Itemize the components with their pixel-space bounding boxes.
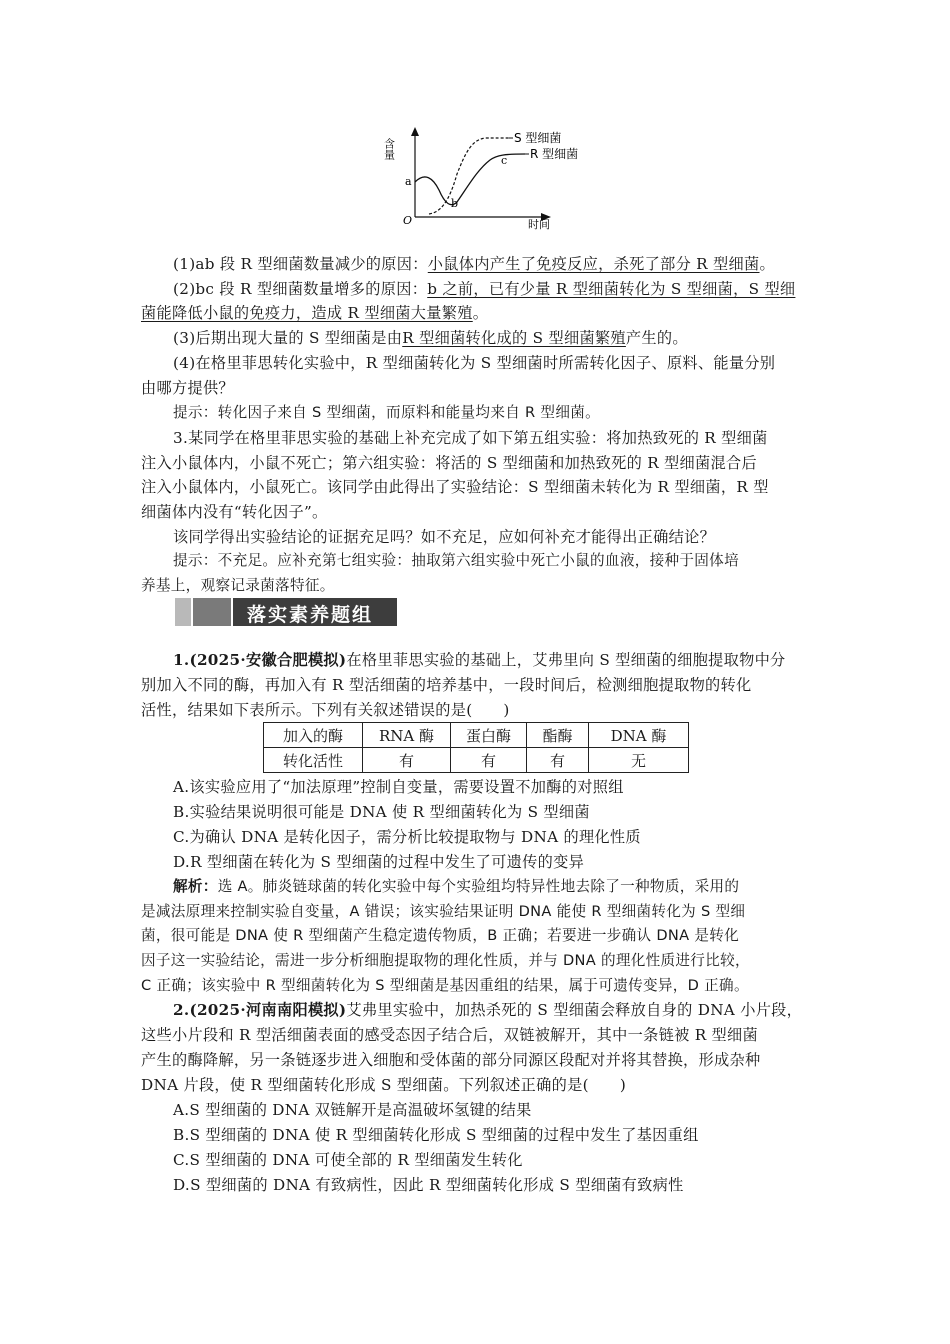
s-bacteria-curve (429, 138, 509, 214)
p1-text-1: 在格里菲思实验的基础上，艾弗里向 S 型细菌的细胞提取物中分 (346, 651, 786, 669)
q3-line-5: 该同学得出实验结论的证据充足吗？如不充足，应如何补充才能得出正确结论？ (173, 528, 716, 546)
p1-explanation-5: C 正确；该实验中 R 型细菌转化为 S 型细菌是基因重组的结果，属于可遗传变异，D 正确。 (141, 977, 749, 994)
p2-option-b: B.S 型细菌的 DNA 使 R 型细菌转化形成 S 型细菌的过程中发生了基因重组 (173, 1126, 699, 1144)
p1-option-a: A.该实验应用了“加法原理”控制自变量，需要设置不加酶的对照组 (173, 778, 624, 796)
q-late-answer: R 型细菌转化成的 S 型细菌繁殖 (402, 329, 626, 347)
table-row-enzyme (264, 723, 689, 748)
table-cell: 有 (363, 748, 451, 773)
q-bc-prefix: (2)bc 段 R 型细菌数量增多的原因： (173, 280, 428, 298)
y-axis-arrow (411, 127, 419, 136)
y-axis-label: 含量 (382, 138, 396, 160)
r-legend: R 型细菌 (530, 147, 579, 161)
p2-line-3: 产生的酶降解，另一条链逐步进入细胞和受体菌的部分同源区段配对并将其替换，形成杂种 (141, 1051, 761, 1069)
p1-explanation-label: 解析： (173, 878, 218, 895)
q-bc-suffix: 。 (472, 304, 489, 322)
point-a-label: a (405, 175, 412, 188)
banner-block-mid (193, 598, 231, 626)
q-bc-line-1 (173, 277, 813, 301)
q-ab-suffix: 。 (759, 255, 776, 273)
origin-label: O (403, 214, 413, 227)
q3-line-1: 3.某同学在格里菲思实验的基础上补充完成了如下第五组实验：将加热致死的 R 型细菌 (173, 429, 768, 447)
q-late-prefix: (3)后期出现大量的 S 型细菌是由 (173, 329, 403, 347)
table-cell: 转化活性 (264, 748, 363, 773)
x-axis-label: 时间 (528, 218, 550, 231)
p1-option-d: D.R 型细菌在转化为 S 型细菌的过程中发生了可遗传的变异 (173, 853, 585, 871)
table-cell: 无 (589, 748, 689, 773)
p1-source: 1.(2025·安徽合肥模拟) (173, 651, 347, 669)
p1-line-3: 活性，结果如下表所示。下列有关叙述错误的是( ) (141, 701, 510, 719)
section-banner (175, 598, 397, 626)
table-cell: 加入的酶 (264, 723, 363, 748)
r-bacteria-curve (415, 154, 525, 205)
q-bc-answer-1: b 之前，已有少量 R 型细菌转化为 S 型细菌，S 型细 (427, 280, 796, 298)
q3-line-2: 注入小鼠体内，小鼠不死亡；第六组实验：将活的 S 型细菌和加热致死的 R 型细菌混合后 (141, 454, 757, 472)
section-title: 落实素养题组 (247, 604, 374, 626)
bacteria-growth-figure (382, 124, 595, 231)
table-row-activity (264, 748, 689, 773)
banner-block-light (175, 598, 191, 626)
q4-hint: 提示：转化因子来自 S 型细菌，而原料和能量均来自 R 型细菌。 (173, 404, 600, 421)
p2-option-d: D.S 型细菌的 DNA 有致病性，因此 R 型细菌转化形成 S 型细菌有致病性 (173, 1176, 684, 1194)
point-b-label: b (451, 197, 459, 210)
table-cell: DNA 酶 (589, 723, 689, 748)
q-bc-answer-2: 菌能降低小鼠的免疫力，造成 R 型细菌大量繁殖 (141, 304, 473, 322)
table-cell: 蛋白酶 (451, 723, 527, 748)
p2-text-1: 艾弗里实验中，加热杀死的 S 型细菌会释放自身的 DNA 小片段， (346, 1001, 803, 1019)
q-late-line (173, 326, 813, 350)
p1-line-2: 别加入不同的酶，再加入有 R 型活细菌的培养基中，一段时间后，检测细胞提取物的转化 (141, 676, 752, 694)
p1-explanation-3: 菌，很可能是 DNA 使 R 型细菌产生稳定遗传物质，B 正确；若要进一步确认 DNA 是转化 (141, 927, 740, 944)
p2-line-1 (173, 998, 813, 1022)
p1-explanation-text-1: 选 A。肺炎链球菌的转化实验中每个实验组均特异性地去除了一种物质，采用的 (217, 878, 740, 895)
p1-option-b: B.实验结果说明很可能是 DNA 使 R 型细菌转化为 S 型细菌 (173, 803, 590, 821)
table-cell: RNA 酶 (363, 723, 451, 748)
q-ab-line (173, 252, 813, 276)
table-cell: 有 (451, 748, 527, 773)
q-ab-prefix: (1)ab 段 R 型细菌数量减少的原因： (173, 255, 428, 273)
q-ab-answer: 小鼠体内产生了免疫反应，杀死了部分 R 型细菌 (427, 255, 760, 273)
p2-line-4: DNA 片段，使 R 型细菌转化形成 S 型细菌。下列叙述正确的是( ) (141, 1076, 627, 1094)
q3-line-4: 细菌体内没有“转化因子”。 (141, 503, 328, 521)
s-legend: S 型细菌 (514, 131, 562, 145)
q4-line-2: 由哪方提供？ (141, 379, 234, 397)
q3-hint-2: 养基上，观察记录菌落特征。 (141, 577, 335, 594)
q-bc-line-2 (141, 301, 813, 325)
p1-explanation-1 (173, 875, 813, 899)
q-late-suffix: 产生的。 (625, 329, 688, 347)
p2-option-a: A.S 型细菌的 DNA 双链解开是高温破坏氢键的结果 (173, 1101, 532, 1119)
p2-source: 2.(2025·河南南阳模拟) (173, 1001, 347, 1019)
q4-line-1: (4)在格里菲思转化实验中，R 型细菌转化为 S 型细菌时所需转化因子、原料、能量分别 (173, 354, 776, 372)
p1-option-c: C.为确认 DNA 是转化因子，需分析比较提取物与 DNA 的理化性质 (173, 828, 641, 846)
enzyme-table (263, 722, 689, 773)
p1-line-1 (173, 648, 813, 672)
p2-line-2: 这些小片段和 R 型活细菌表面的感受态因子结合后，双链被解开，其中一条链被 R 型细菌 (141, 1026, 759, 1044)
table-cell: 酯酶 (527, 723, 589, 748)
table-cell: 有 (527, 748, 589, 773)
point-c-label: c (501, 154, 508, 167)
p1-explanation-4: 因子这一实验结论，需进一步分析细胞提取物的理化性质，并与 DNA 的理化性质进行比较， (141, 952, 750, 969)
q3-hint-1: 提示：不充足。应补充第七组实验：抽取第六组实验中死亡小鼠的血液，接种于固体培 (173, 552, 739, 569)
p1-explanation-2: 是减法原理来控制实验自变量，A 错误；该实验结果证明 DNA 能使 R 型细菌转化为 S 型细 (141, 903, 746, 920)
p2-option-c: C.S 型细菌的 DNA 可使全部的 R 型细菌发生转化 (173, 1151, 523, 1169)
q3-line-3: 注入小鼠体内，小鼠死亡。该同学由此得出了实验结论：S 型细菌未转化为 R 型细菌，R 型 (141, 478, 769, 496)
